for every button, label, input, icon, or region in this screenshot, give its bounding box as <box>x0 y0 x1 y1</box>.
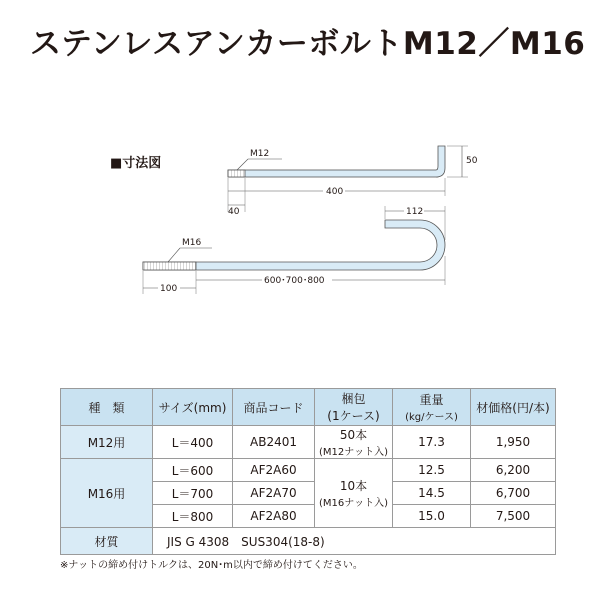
header-kind: 種 類 <box>61 389 153 426</box>
weight-cell: 12.5 <box>393 459 471 482</box>
spec-table <box>60 388 556 555</box>
material-value-cell: JIS G 4308 SUS304(18-8) <box>153 528 556 555</box>
material-row <box>61 528 556 555</box>
pack-m12-line1: 50本 <box>339 428 368 442</box>
header-pack <box>315 389 393 426</box>
size-cell: L＝600 <box>153 459 233 482</box>
pack-cell-m16 <box>315 459 393 528</box>
m12-height-label: 50 <box>466 156 478 166</box>
material-label-cell: 材質 <box>61 528 153 555</box>
m12-length-label: 400 <box>326 187 344 197</box>
m12-label-leader <box>237 159 248 170</box>
price-cell: 7,500 <box>471 505 556 528</box>
weight-cell: 17.3 <box>393 426 471 459</box>
m16-hook-label: 112 <box>406 207 424 217</box>
m16-length-label: 600･700･800 <box>264 276 325 286</box>
pack-cell-m12 <box>315 426 393 459</box>
price-cell: 1,950 <box>471 426 556 459</box>
header-weight-line2: (kg/ケース) <box>405 412 458 423</box>
m16-thread-label: M16 <box>182 238 202 248</box>
m12-threadlen-label: 40 <box>228 207 240 217</box>
size-cell: L＝400 <box>153 426 233 459</box>
price-cell: 6,200 <box>471 459 556 482</box>
m12-bolt-body <box>228 170 438 177</box>
m16-label-leader <box>168 248 180 262</box>
m12-thread-label: M12 <box>250 149 270 159</box>
header-code: 商品コード <box>233 389 315 426</box>
table-header-row <box>61 389 556 426</box>
code-cell: AF2A60 <box>233 459 315 482</box>
table-row <box>61 459 556 482</box>
code-cell: AF2A80 <box>233 505 315 528</box>
pack-m16-line2: (M16ナット入) <box>319 498 388 509</box>
pack-m16-line1: 10本 <box>339 479 368 493</box>
header-pack-line2: (1ケース) <box>327 409 380 423</box>
m12-thread <box>228 170 245 177</box>
size-cell: L＝700 <box>153 482 233 505</box>
size-cell: L＝800 <box>153 505 233 528</box>
weight-cell: 14.5 <box>393 482 471 505</box>
table-row <box>61 426 556 459</box>
weight-cell: 15.0 <box>393 505 471 528</box>
header-weight-line1: 重量 <box>419 393 444 407</box>
code-cell: AB2401 <box>233 426 315 459</box>
header-price: 材価格(円/本) <box>471 389 556 426</box>
kind-cell-m16: M16用 <box>61 459 153 528</box>
torque-note: ※ナットの締め付けトルクは、20N･m以内で締め付けてください。 <box>60 560 363 571</box>
header-size: サイズ(mm) <box>153 389 233 426</box>
kind-cell-m12: M12用 <box>61 426 153 459</box>
code-cell: AF2A70 <box>233 482 315 505</box>
m16-threadlen-label: 100 <box>160 284 178 294</box>
header-weight <box>393 389 471 426</box>
m12-bolt-bend <box>436 146 445 177</box>
header-pack-line1: 梱包 <box>341 392 366 406</box>
pack-m12-line2: (M12ナット入) <box>319 447 388 458</box>
page-title: ステンレスアンカーボルトM12／M16 <box>30 26 586 62</box>
dimension-section-label: ■寸法図 <box>110 156 162 171</box>
price-cell: 6,700 <box>471 482 556 505</box>
m16-thread <box>143 262 196 270</box>
